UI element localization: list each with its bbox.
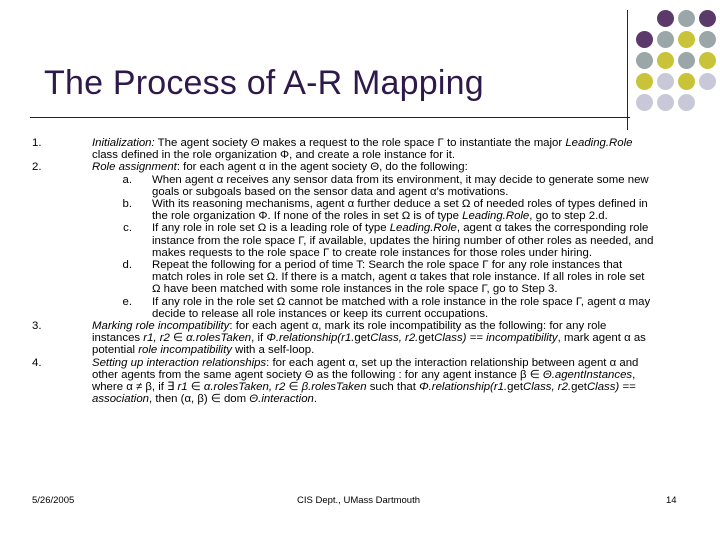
text-run: , go to step 2.d. — [529, 210, 608, 223]
sub-step-text — [152, 222, 654, 259]
text-run: α.rolesTaken, r2 — [203, 381, 286, 394]
decorative-dot — [678, 31, 695, 48]
decorative-dot — [657, 31, 674, 48]
text-run: , then (α, β) ∈ dom — [149, 393, 250, 406]
decorative-dot — [636, 31, 653, 48]
step-text — [92, 357, 654, 406]
page-number: 14 — [666, 495, 677, 506]
step-number: 3. — [32, 320, 42, 333]
vertical-divider — [627, 10, 628, 130]
decorative-dot — [678, 73, 695, 90]
sub-step-text — [152, 198, 654, 222]
text-run: . — [313, 393, 318, 406]
decorative-dot — [636, 94, 653, 111]
decorative-dot — [678, 94, 695, 111]
step-text — [92, 161, 654, 320]
step-number: 1. — [32, 137, 42, 149]
text-run: get — [354, 332, 371, 345]
text-run: Class, r2. — [370, 332, 419, 345]
text-run: role incompatibility — [138, 344, 232, 357]
numbered-step-4 — [32, 356, 654, 406]
decorative-dot — [657, 52, 674, 69]
text-run: Θ.interaction — [249, 393, 314, 406]
text-run: Leading.Role — [462, 210, 530, 223]
decorative-dot — [636, 52, 653, 69]
text-run: Class, r2. — [523, 381, 572, 394]
text-run: r1, r2 — [143, 332, 170, 345]
text-run: Initialization: — [92, 137, 155, 149]
text-run: : for each agent α, mark its role incompatibility as the following: for any role instances — [92, 320, 607, 345]
decorative-dot — [678, 10, 695, 27]
decorative-dot — [699, 52, 716, 69]
text-run: Φ.relationship(r1. — [419, 381, 508, 394]
sub-step-text — [152, 259, 654, 296]
text-run: If any role in the role set Ω cannot be matched with a role instance in the role space Γ, agent α may decide to release all role instances or keep its current occupations. — [152, 295, 651, 320]
decorative-dot — [699, 73, 716, 90]
decorative-dot — [657, 73, 674, 90]
text-run: Leading.Role — [565, 137, 633, 149]
decorative-dot — [657, 10, 674, 27]
text-run: When agent α receives any sensor data from its environment, it may decide to generate some new goals or subgoals based on the sensor data and agent α's motivations. — [152, 173, 649, 198]
sub-step — [92, 296, 654, 320]
decorative-dot — [699, 31, 716, 48]
text-run: With its reasoning mechanisms, agent α further deduce a set Ω of needed roles of types defined in the role organization Φ. If none of the roles in set Ω is of type — [152, 198, 648, 223]
footer-department: CIS Dept., UMass Dartmouth — [297, 495, 421, 506]
text-run: get — [418, 332, 435, 345]
footer-date: 5/26/2005 — [32, 495, 75, 506]
decorative-dot — [678, 52, 695, 69]
step-text — [92, 137, 654, 161]
numbered-step-1 — [32, 137, 654, 162]
slide-body — [32, 137, 654, 406]
text-run: The agent society Θ makes a request to the role space Γ to instantiate the major — [154, 137, 566, 149]
text-run: α.rolesTaken — [186, 332, 252, 345]
text-run: β.rolesTaken — [301, 381, 367, 394]
text-run: , agent α takes the corresponding role instance from the role space Γ, if available, updates the hiring number of other roles as needed, and makes requests to the role space Γ to create role instances for those roles under hiring. — [152, 222, 654, 259]
text-run: Class) == incompatibility — [434, 332, 558, 345]
step-text — [92, 320, 654, 357]
text-run: Class) == association — [92, 381, 636, 406]
decorative-dot — [699, 10, 716, 27]
text-run: , mark agent α as potential — [92, 332, 646, 357]
sub-step — [92, 259, 654, 296]
text-run: class defined in the role organization Φ, and create a role instance for it. — [92, 149, 456, 162]
sub-step-text — [152, 296, 654, 320]
numbered-step-2 — [32, 161, 654, 320]
sub-step-label: e. — [122, 295, 132, 308]
sub-step-label: b. — [122, 198, 132, 211]
text-run: Leading.Role — [389, 222, 457, 235]
numbered-step-3 — [32, 320, 654, 357]
slide-title: The Process of A-R Mapping — [44, 64, 484, 102]
text-run: Repeat the following for a period of time T: Search the role space Γ for any role instances that match roles in role set Ω. If there is a match, agent α takes that role instance. If all roles in role set Ω have been matched with some role instances in the role space Γ, go to Step 3. — [152, 259, 645, 296]
text-run: , if — [251, 332, 267, 345]
text-run: with a self-loop. — [231, 344, 315, 357]
sub-step-label: c. — [123, 222, 132, 235]
text-run: get — [507, 381, 523, 394]
sub-step-label: a. — [122, 173, 132, 186]
sub-step — [92, 174, 654, 198]
text-run: ∈ — [169, 332, 187, 345]
text-run: Marking role incompatibility — [92, 320, 230, 333]
step-number: 2. — [32, 161, 42, 174]
text-run: r1 — [177, 381, 188, 394]
text-run: Setting up interaction relationships — [92, 356, 267, 369]
sub-step — [92, 222, 654, 259]
text-run: : for each agent α in the agent society Θ, do the following: — [176, 161, 468, 174]
title-underline — [30, 117, 630, 118]
text-run: : for each agent α, set up the interaction relationship between agent α and other agents from the same agent society Θ as the following : for any agent instance β ∈ — [92, 356, 639, 381]
sub-step-label: d. — [122, 259, 132, 272]
text-run: , where α ≠ β, if ∃ — [92, 368, 636, 394]
decorative-dot — [657, 94, 674, 111]
text-run: If any role in role set Ω is a leading role of type — [152, 222, 390, 235]
text-run: such that — [366, 381, 420, 394]
decorative-dot — [636, 73, 653, 90]
text-run: get — [571, 381, 587, 394]
step-number: 4. — [32, 356, 42, 369]
text-run: ∈ — [187, 381, 204, 394]
text-run: Role assignment — [92, 161, 177, 174]
text-run: Θ.agentInstances — [542, 368, 633, 381]
sub-step-text — [152, 174, 654, 198]
text-run: ∈ — [285, 381, 302, 394]
text-run: Φ.relationship(r1. — [266, 332, 355, 345]
sub-step — [92, 198, 654, 222]
